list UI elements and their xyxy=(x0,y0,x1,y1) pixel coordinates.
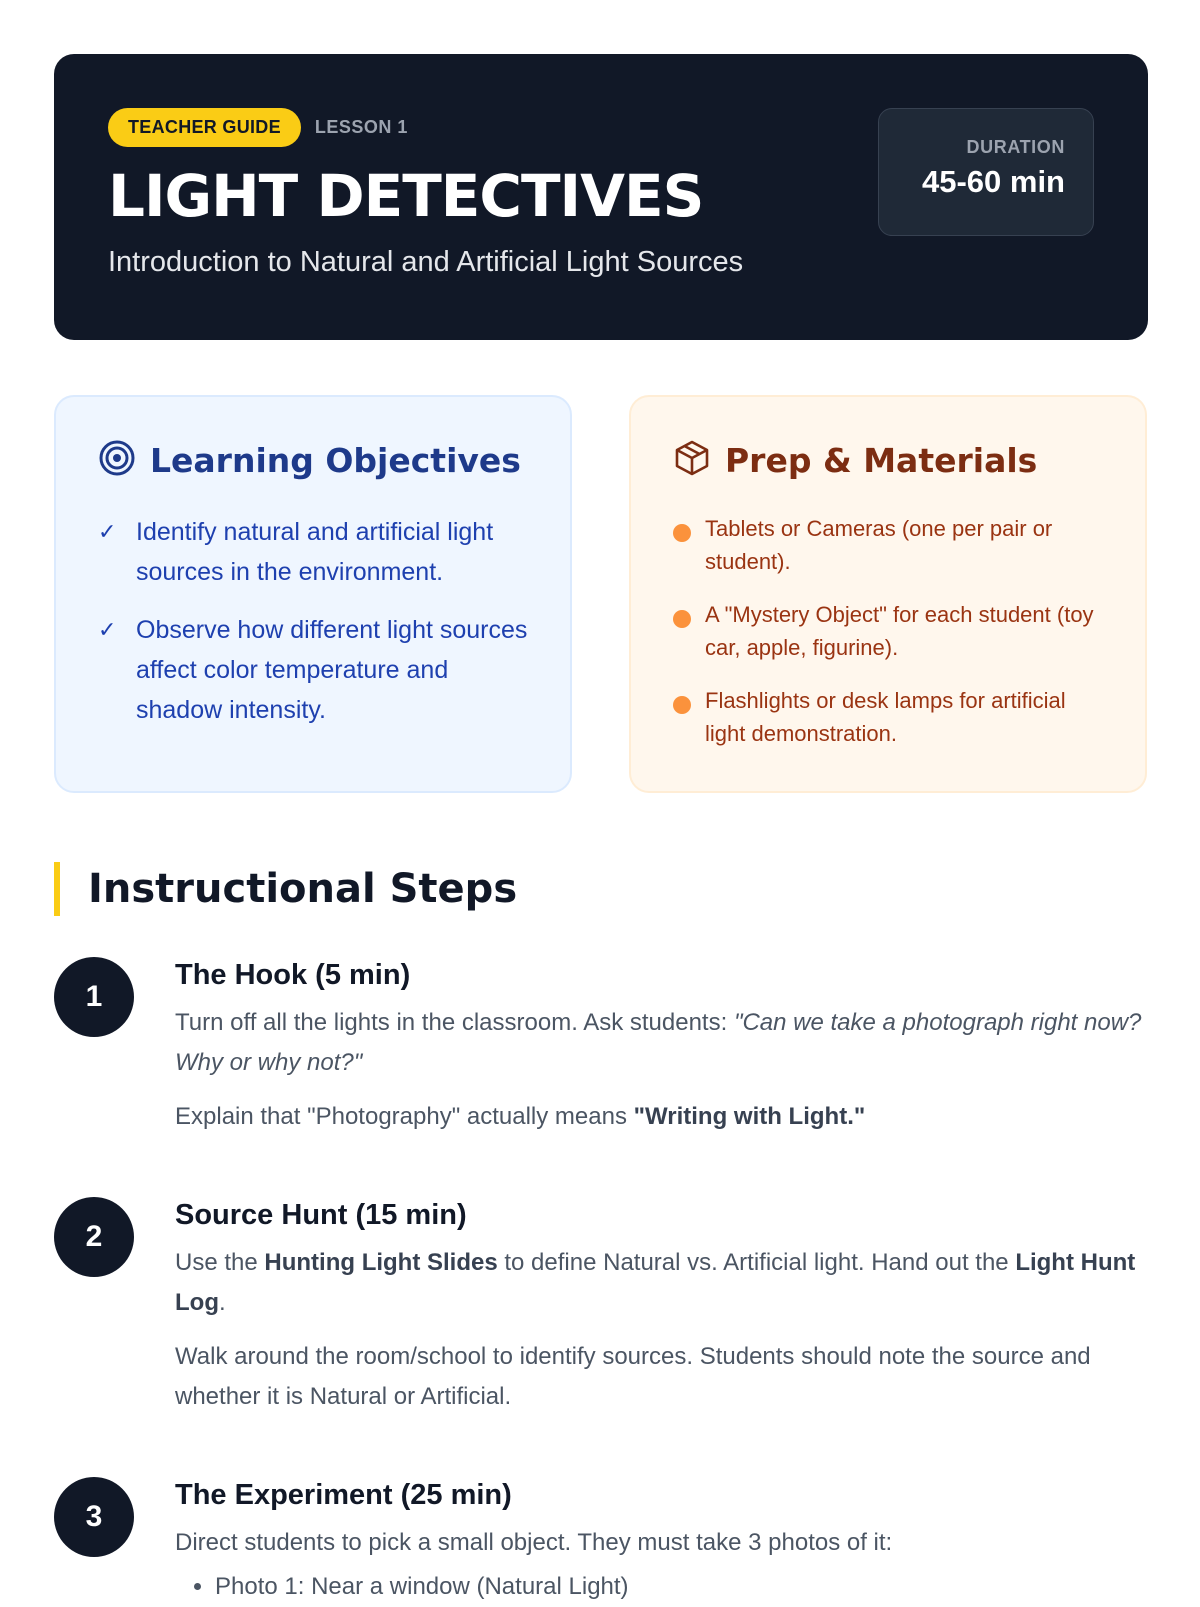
step-title: The Experiment (25 min) xyxy=(175,1479,512,1511)
page-title: LIGHT DETECTIVES xyxy=(108,162,704,230)
section-title: Instructional Steps xyxy=(54,862,517,916)
step-number: 1 xyxy=(54,957,134,1037)
step-body xyxy=(175,1477,1148,1607)
step-body xyxy=(175,957,1148,1137)
step-number: 2 xyxy=(54,1197,134,1277)
step-title: Source Hunt (15 min) xyxy=(175,1199,467,1231)
check-icon: ✓ xyxy=(98,519,117,544)
step-body xyxy=(175,1197,1148,1417)
step-number: 3 xyxy=(54,1477,134,1557)
target-icon xyxy=(98,439,136,482)
duration-label: DURATION xyxy=(966,137,1065,157)
bold-text: Hunting Light Slides xyxy=(264,1249,498,1276)
lesson-label: LESSON 1 xyxy=(314,117,408,137)
photo-list xyxy=(175,1567,1148,1607)
list-item xyxy=(673,512,1105,578)
bullet-dot xyxy=(673,524,691,542)
step-paragraph xyxy=(175,1243,1148,1323)
material-text: Flashlights or desk lamps for artificial light demonstration. xyxy=(705,688,1066,746)
objective-text: Identify natural and artificial light sources in the environment. xyxy=(136,518,494,586)
materials-list xyxy=(673,512,1105,750)
bullet-dot xyxy=(673,696,691,714)
learning-objectives-card xyxy=(54,395,572,793)
hero-tags xyxy=(108,108,408,147)
prep-header xyxy=(673,439,1105,482)
prep-materials-card xyxy=(629,395,1147,793)
step-paragraph xyxy=(175,1003,1148,1083)
quote-text: "Can we take a photograph right now? Why or why not?" xyxy=(175,1009,1142,1076)
objectives-list xyxy=(98,512,530,730)
list-item xyxy=(673,684,1105,750)
text-span: Turn off all the lights in the classroom. Ask students: xyxy=(175,1009,734,1036)
bold-text: "Writing with Light." xyxy=(633,1103,866,1130)
hero-banner xyxy=(54,54,1148,340)
text-span: Use the xyxy=(175,1249,265,1276)
bullet-dot xyxy=(673,610,691,628)
objectives-title: Learning Objectives xyxy=(150,441,521,480)
text-span: . xyxy=(218,1289,226,1316)
text-span: to define Natural vs. Artificial light. Hand out the xyxy=(497,1249,1016,1276)
list-item: • Photo 1: Near a window (Natural Light) xyxy=(215,1567,1148,1607)
page-subtitle: Introduction to Natural and Artificial Light Sources xyxy=(108,246,744,278)
material-text: Tablets or Cameras (one per pair or student). xyxy=(705,516,1053,574)
check-icon: ✓ xyxy=(98,617,117,642)
list-item xyxy=(98,610,530,730)
list-item xyxy=(98,512,530,592)
duration-box xyxy=(878,108,1094,236)
teacher-guide-badge: TEACHER GUIDE xyxy=(108,108,301,147)
step-title: The Hook (5 min) xyxy=(175,959,411,991)
bold-text: Light Hunt Log xyxy=(175,1249,1136,1316)
objectives-header xyxy=(98,439,530,482)
duration-value: 45-60 min xyxy=(921,164,1065,199)
text-span: Explain that "Photography" actually means xyxy=(175,1103,634,1130)
prep-title: Prep & Materials xyxy=(725,441,1038,480)
step-paragraph: Walk around the room/school to identify sources. Students should note the source and whether it is Natural or Artificial. xyxy=(175,1343,1091,1410)
material-text: A "Mystery Object" for each student (toy car, apple, figurine). xyxy=(705,602,1094,660)
list-item xyxy=(673,598,1105,664)
objective-text: Observe how different light sources affect color temperature and shadow intensity. xyxy=(136,616,528,724)
step-paragraph xyxy=(175,1097,1148,1137)
step-paragraph: Direct students to pick a small object. They must take 3 photos of it: xyxy=(175,1529,893,1556)
box-icon xyxy=(673,439,711,482)
